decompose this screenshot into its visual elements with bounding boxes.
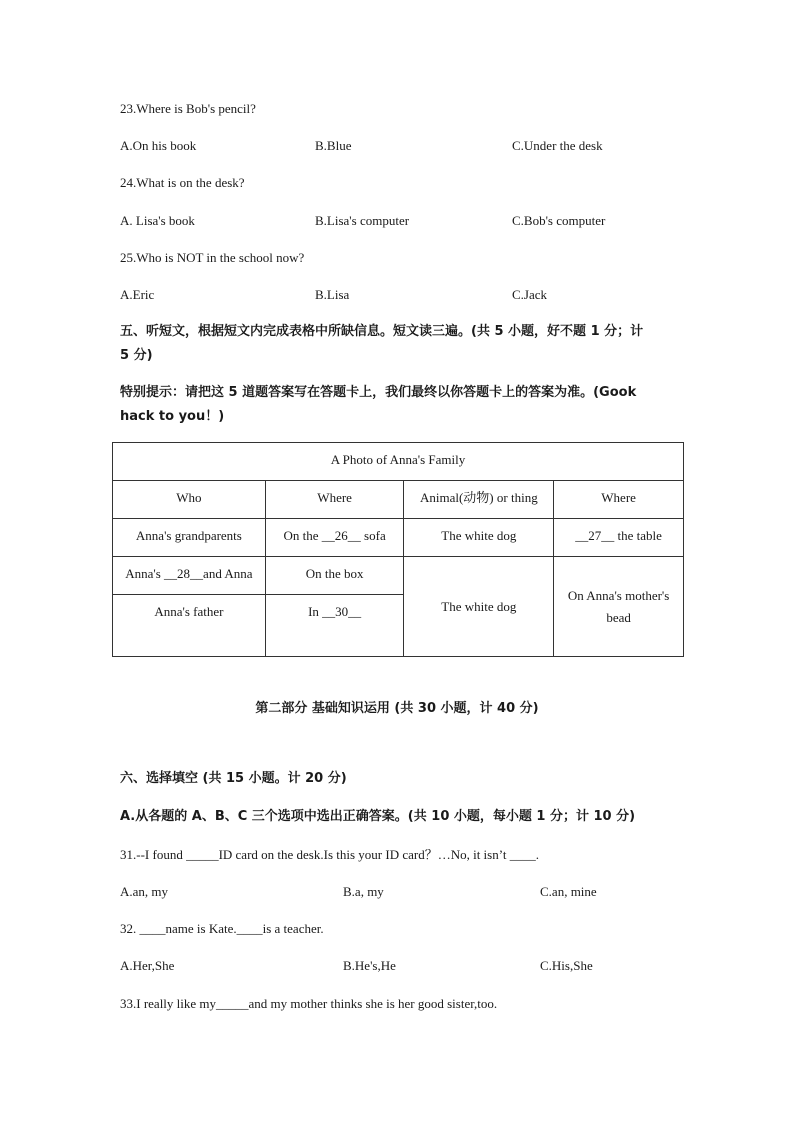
cell-who-father: Anna's father — [113, 595, 266, 657]
family-photo-table — [112, 442, 684, 657]
q23-option-c: C.Under the desk — [512, 138, 603, 153]
q31-option-b: B.a, my — [343, 884, 384, 899]
section-5-heading-cont: 5 分) — [120, 348, 153, 363]
special-tip-cont: hack to you！) — [120, 409, 225, 424]
q31-option-c: C.an, mine — [540, 884, 597, 899]
cell-where-blank-26: On the __26__ sofa — [265, 519, 404, 557]
q24-option-b: B.Lisa's computer — [315, 213, 410, 228]
question-33: 33.I really like my_____and my mother thinks she is her good sister,too. — [120, 996, 498, 1011]
header-who: Who — [113, 481, 266, 519]
q32-option-a: A.Her,She — [120, 958, 175, 973]
question-32: 32. ____name is Kate.____is a teacher. — [120, 921, 324, 936]
cell-where-merged: On Anna's mother's bead — [554, 557, 684, 657]
cell-who-blank-28: Anna's __28__and Anna — [113, 557, 266, 595]
q31-option-a: A.an, my — [120, 884, 169, 899]
cell-where-blank-30: In __30__ — [265, 595, 404, 657]
section-6-heading: 六、选择填空 (共 15 小题。计 20 分) — [120, 771, 347, 786]
header-animal-or-thing: Animal(动物) or thing — [404, 481, 554, 519]
q24-option-c: C.Bob's computer — [512, 213, 606, 228]
cell-where: On the box — [265, 557, 404, 595]
special-tip: 特别提示：请把这 5 道题答案写在答题卡上，我们最终以你答题卡上的答案为准。(Gook — [120, 385, 637, 400]
q24-option-a: A. Lisa's book — [120, 213, 195, 228]
section-6-subheading: A.从各题的 A、B、C 三个选项中选出正确答案。(共 10 小题，每小题 1 分；计 10 分) — [120, 809, 636, 824]
table-title: A Photo of Anna's Family — [113, 443, 684, 481]
cell-animal: The white dog — [404, 519, 554, 557]
q25-option-b: B.Lisa — [315, 287, 350, 302]
q32-option-c: C.His,She — [540, 958, 593, 973]
cell-animal-merged: The white dog — [404, 557, 554, 657]
question-25: 25.Who is NOT in the school now? — [120, 250, 305, 265]
header-where: Where — [265, 481, 404, 519]
question-31: 31.--I found _____ID card on the desk.Is this your ID card？…No, it isn’t ____. — [120, 847, 539, 862]
q23-option-b: B.Blue — [315, 138, 352, 153]
q25-option-c: C.Jack — [512, 287, 548, 302]
q32-option-b: B.He's,He — [343, 958, 396, 973]
question-23: 23.Where is Bob's pencil? — [120, 101, 256, 116]
cell-who: Anna's grandparents — [113, 519, 266, 557]
header-where-2: Where — [554, 481, 684, 519]
question-24: 24.What is on the desk? — [120, 175, 245, 190]
q25-option-a: A.Eric — [120, 287, 155, 302]
q23-option-a: A.On his book — [120, 138, 197, 153]
cell-where-blank-27: __27__ the table — [554, 519, 684, 557]
part-2-title: 第二部分 基础知识运用 (共 30 小题，计 40 分) — [255, 701, 539, 716]
section-5-heading: 五、听短文，根据短文内完成表格中所缺信息。短文读三遍。(共 5 小题，好不题 1 分；计 — [120, 324, 644, 339]
